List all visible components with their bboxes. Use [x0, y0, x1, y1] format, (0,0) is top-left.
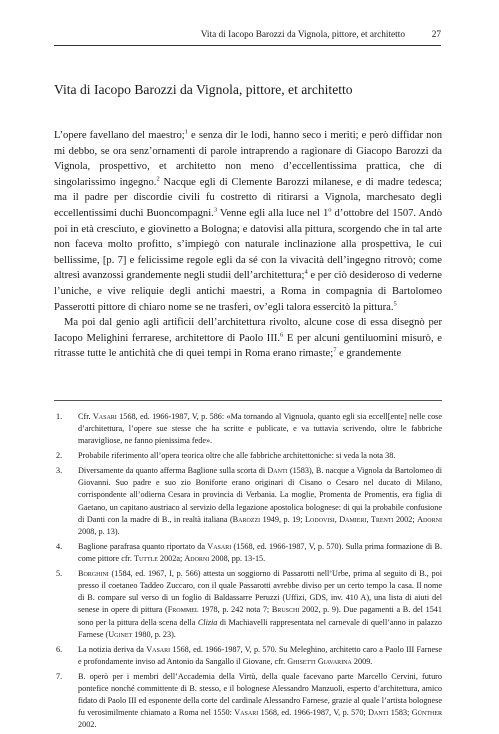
footnote-ref: 7: [333, 346, 337, 354]
footnote-text: (1583), B. nacque a Vignola da Bartolomeo di Giovanni. Suo padre e suo zio Boniforte erano originari di Cisano o Cesaro nel ducato di Milano, corrispondente all’odierna Cesara in provincia di Verbania. La moglie, Promenta de Promentis, era figlia di Gaetano, un capitano austriaco al servizio della legazione apostolica bolognese: di qui la probabile confusione di Danti con la madre di B., in realtà italiana (: [78, 466, 442, 524]
footnote-text: 2008, pp. 13-15.: [209, 554, 266, 564]
cited-author: Vasari: [92, 412, 117, 421]
cited-author: Bruschi: [271, 605, 300, 615]
cited-author: Frommel: [167, 605, 199, 615]
footnote-text: 2008, p. 13).: [78, 527, 120, 537]
main-text: [54, 128, 442, 362]
footnote-number: 5.: [56, 568, 63, 578]
footnote-text: 1568, ed. 1966-1987, V, p. 570. Su Meleghino, architetto caro a Paolo III Farnese e profondamente inviso ad Antonio da Sangallo il Giovane, cfr.: [78, 644, 442, 666]
footnote-text: (1568, ed. 1966-1987, V, p. 570). Sulla prima formazione di B. come pittore cfr.: [78, 541, 443, 564]
text-run: e per ciò desideroso di vederne l’uniche, e vive reliquie degli antichi maestri, a Roma in compagnia di Bartolomeo Passerotti pittore di chiaro nome se ne trasferì, ov’egli talora essercitò la pittura.: [54, 270, 442, 313]
footnote-text: 1568, ed. 1966-1987, V, p. 570;: [258, 708, 369, 718]
cited-author: Vasari: [234, 708, 259, 718]
footnote-text: 1583;: [388, 708, 412, 718]
footnote-text: B. operò per i membri dell’Accademia della Virtù, della quale facevano parte Marcello Cervini, futuro pontefice nonché committente di B. stesso, e il bolognese Alessandro Manzuoli, esperto d’architettura, amico fidato di Paolo III ed esponente della corte del cardinale Alessandro Farnese, grazie al quale l’artista bolognese fu verosimilmente chiamato a Roma nel 1550:: [78, 671, 442, 718]
cited-author: Vasari: [146, 644, 171, 654]
cited-author: Günther: [411, 708, 442, 718]
footnote-number: 6.: [56, 644, 63, 654]
text-run: Venne egli alla luce nel 1: [217, 207, 329, 219]
running-header: [54, 30, 441, 46]
text-run: L’opere favellano del maestro;: [54, 130, 185, 141]
text-run: Nacque egli di Clemente Barozzi milanese, e di madre tedesca; ma il padre per discordie civili fu costretto di ritirarsi a Vignola, marchesato degli eccellentissimi duchi Buoncompagni.: [54, 176, 442, 219]
footnote-number: 7.: [56, 671, 63, 681]
chapter-title: Vita di Iacopo Barozzi da Vignola, pittore, et architetto: [54, 82, 353, 97]
footnote: [54, 644, 442, 668]
footnote-number: 2.: [56, 451, 63, 461]
footnote-number: 4.: [56, 541, 63, 551]
footnote: [54, 568, 442, 641]
footnote-ref: 3: [213, 206, 218, 214]
footnote-text: 2002a;: [157, 554, 185, 564]
cited-author: Borghini: [78, 568, 109, 578]
footnote-text: 2002, p. 9). Due pagamenti a B. del 1541 sono per la pittura della scena della: [78, 605, 442, 627]
footnote-ref: 1: [184, 128, 188, 136]
footnote-number: 3.: [56, 466, 63, 475]
footnote-ref: 4: [304, 268, 308, 276]
footnote-text: 2002.: [78, 720, 97, 730]
text-run: e grandemente: [336, 348, 402, 360]
cited-author: Tuttle: [133, 554, 158, 564]
cited-author: Ghisetti Giavarina: [287, 656, 352, 666]
ordinal-superscript: o: [328, 206, 332, 214]
footnote-ref: 2: [156, 175, 160, 183]
page-number: 27: [431, 30, 441, 40]
cited-author: Barozzi: [232, 514, 261, 524]
footnote-text: Diversamente da quanto afferma Baglione sulla scorta di: [78, 466, 268, 475]
paragraph-1: [54, 128, 442, 315]
footnote: [54, 465, 442, 538]
footnote-text: Baglione parafrasa quanto riportato da: [78, 541, 208, 551]
cited-author: Danti: [267, 466, 288, 475]
footnote-text: 2002;: [393, 514, 418, 524]
running-title: Vita di Iacopo Barozzi da Vignola, pittore, et architetto: [200, 30, 405, 40]
footnote-ref: 6: [280, 331, 284, 339]
paragraph-2: [54, 315, 442, 362]
footnotes: [54, 411, 442, 734]
cited-author: Danti: [368, 708, 389, 718]
footnote-text: di Machiavelli rappresentata nel carnevale di quell’anno in palazzo Farnese (: [78, 617, 442, 639]
footnote: [54, 541, 442, 565]
header-rule: [54, 45, 441, 46]
footnote-ref: 5: [393, 300, 397, 307]
footnote-text: 1949, p. 19;: [260, 514, 306, 524]
footnote-text: (1584, ed. 1967, I, p. 566) attesta un soggiorno di Passarotti nell’Urbe, prima al seguito di B., poi presso il coetaneo Taddeo Zuccaro, con il quale Passarotti avrebbe diviso per un certo tempo la casa. Il nome di B. compare sul verso di un foglio di Baldassarre Peruzzi (Uffizi, GDS, inv. 410 A), una lista di aiuti del senese in opere di pittura (: [78, 568, 442, 615]
footnote: [54, 411, 442, 448]
footnote-text: Probabile riferimento all’opera teorica oltre che alle fabbriche architettoniche: si veda la nota 38.: [78, 451, 396, 461]
footnote-text: Cfr.: [78, 412, 93, 421]
footnote-text: 1980, p. 23).: [132, 629, 176, 639]
footnote-rule: [54, 400, 442, 401]
footnote-number: 1.: [56, 412, 63, 421]
footnote: [54, 450, 442, 462]
italic-title: Clizia: [197, 617, 218, 627]
footnote-text: 1568, ed. 1966-1987, V, p. 586: «Ma tornando al Vignuola, quanto egli sia eccell[ente] nelle cose d’architettura, l’opere sue stesse che ha scritte e publicate, e va tuttavia scrivendo, oltre le fabbriche maravigliose, ne fanno pienissima fede».: [78, 412, 442, 446]
cited-author: Adorni: [417, 514, 442, 524]
footnote: [54, 671, 442, 732]
cited-author: Adorni: [184, 554, 210, 564]
text-run: e senza dir le lodi, hanno seco i meriti; e però diffidar non mi debbo, se ora senz’ornamenti di parole intraprendo a ragionare di Giacopo Barozzi da Vignola, prospettivo, et architetto non meno d’eccellentissima prattica, che di singolarissimo ingegno.: [54, 130, 442, 188]
text-run: E per alcuni gentiluomini misurò, e ritrasse tutte le antichità che di quei tempi in Roma erano rimaste;: [54, 332, 442, 360]
footnote-text: 2009.: [351, 656, 373, 666]
footnote-text: 1978, p. 242 nota 7;: [198, 605, 272, 615]
cited-author: Vasari: [207, 541, 232, 551]
footnote-text: La notizia deriva da: [78, 644, 147, 654]
text-run: Ma poi dal genio agli artificii dell’architettura rivolto, alcune cose di essa disegnò per Iacopo Melighini ferrarese, architettore di Paolo III.: [54, 317, 442, 344]
cited-author: Uginet: [108, 629, 133, 639]
text-run: d’ottobre del 1507. Andò poi in età cresciuto, e giovinetto a Bologna; e datovisi alla pittura, scorgendo che in tal arte non faceva molto profitto, s’impiegò con naturale inclinazione alla prospettiva, le cui bellissime, [p. 7] e felicissime regole egli da sé con la vivacità dell’ingegno ritrovò; come altresì avanzossi grandemente negli studii dell’architettura;: [54, 207, 442, 282]
cited-author: Lodovisi, Damieri, Trenti: [305, 514, 394, 524]
